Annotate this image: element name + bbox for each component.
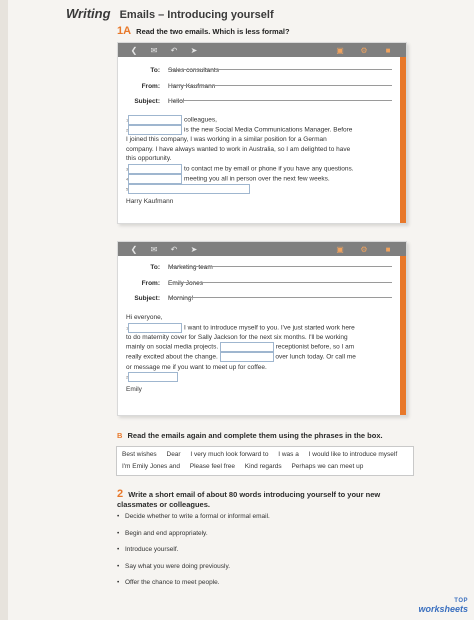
phrase: Kind regards (244, 463, 282, 470)
from-value: Harry Kaufmann (168, 83, 216, 90)
exercise-number: B (117, 431, 123, 440)
list-item: • Introduce yourself. (117, 546, 179, 553)
attach-icon: ▣ (336, 45, 344, 55)
answer-blank[interactable] (220, 352, 274, 362)
signature: Harry Kaufmann (126, 197, 174, 205)
email-toolbar (118, 43, 406, 57)
answer-blank[interactable] (128, 115, 182, 125)
from-value: Emily Jones (168, 280, 204, 287)
to-value: Marketing team (168, 264, 213, 271)
page-header (66, 6, 274, 21)
answer-blank[interactable] (128, 323, 182, 333)
to-value: Sales consultants (168, 67, 219, 74)
to-label: To: (150, 264, 160, 271)
phrase: Dear (166, 451, 181, 458)
delete-icon: ■ (385, 45, 391, 55)
phrase: I would like to introduce myself (308, 451, 398, 458)
subject-label: Subject: (134, 295, 160, 302)
exercise-number: 1A (117, 25, 132, 37)
mail-icon: ✉ (150, 45, 158, 55)
list-item: • Offer the chance to meet people. (117, 579, 220, 586)
exercise-instruction: Read the two emails. Which is less formal? (136, 27, 290, 36)
accent-strip (400, 57, 406, 223)
mail-icon: ✉ (150, 244, 158, 254)
phrase: Perhaps we can meet up (291, 463, 364, 470)
page-title: Emails – Introducing yourself (119, 9, 274, 21)
settings-icon: ⚙ (360, 45, 368, 55)
accent-strip (400, 256, 406, 415)
answer-blank[interactable] (128, 372, 178, 382)
phrase-box (116, 446, 414, 476)
answer-blank[interactable] (220, 342, 274, 352)
subject-value: Hello! (168, 98, 185, 105)
page-edge (0, 0, 8, 620)
back-icon: ❮ (130, 45, 138, 55)
attach-icon: ▣ (336, 244, 344, 254)
answer-blank[interactable] (128, 125, 182, 135)
exercise-2 (117, 489, 407, 510)
email-body: Hi everyone, 1 I want to introduce myself to you. I've just started work here to do maternity cover for Sally Jackson for the next six months. I'll be working mainly on social media projects. receptionist before, so I am really excited about the change. over lunch today. Or call me or message me if you want to meet up for coffee. 2 Emily (126, 313, 392, 395)
email-body: 1 colleagues, 2 is the new Social Media Communications Manager. Before I joined this company, I was working in a similar position for a German company. I have always wanted to work in Australia, so I am delighted to have this opportunity. 3 to contact me by email or phone if you have any questions. 4 meeting you all in person over the next few weeks. 5 Harry Kaufmann (126, 115, 392, 206)
list-item: • Begin and end appropriately. (117, 529, 208, 537)
phrase: Please feel free (189, 463, 235, 470)
reply-icon: ↶ (170, 45, 178, 55)
exercise-b (117, 431, 383, 440)
delete-icon: ■ (385, 244, 391, 254)
task-list (117, 513, 270, 596)
email-window-2 (117, 241, 407, 416)
list-item: • Say what you were doing previously. (117, 562, 231, 570)
greeting: Hi everyone, (126, 314, 163, 321)
signature: Emily (126, 386, 142, 394)
settings-icon: ⚙ (360, 244, 368, 254)
subject-value: Morning! (168, 295, 194, 302)
from-label: From: (141, 83, 160, 90)
to-label: To: (150, 67, 160, 74)
answer-blank[interactable] (128, 164, 182, 174)
from-label: From: (141, 280, 160, 287)
send-icon: ➤ (190, 45, 198, 55)
send-icon: ➤ (190, 244, 198, 254)
answer-blank[interactable] (128, 174, 182, 184)
email-window-1 (117, 42, 407, 224)
exercise-1a (117, 25, 290, 37)
section-title: Writing (66, 6, 111, 21)
logo: TOP worksheets (418, 598, 468, 614)
back-icon: ❮ (130, 244, 138, 254)
exercise-instruction: Write a short email of about 80 words introducing yourself to your new classmates or colleagues. (117, 490, 381, 509)
phrase: I was a (278, 451, 299, 458)
phrase: I'm Emily Jones and (122, 463, 180, 470)
exercise-number: 2 (117, 488, 124, 500)
email-toolbar (118, 242, 406, 256)
phrase: Best wishes (122, 451, 157, 458)
exercise-instruction: Read the emails again and complete them using the phrases in the box. (127, 431, 383, 440)
reply-icon: ↶ (170, 244, 178, 254)
subject-label: Subject: (134, 98, 160, 105)
answer-blank[interactable] (128, 184, 250, 194)
phrase: I very much look forward to (190, 451, 269, 458)
list-item: • Decide whether to write a formal or informal email. (117, 513, 270, 520)
